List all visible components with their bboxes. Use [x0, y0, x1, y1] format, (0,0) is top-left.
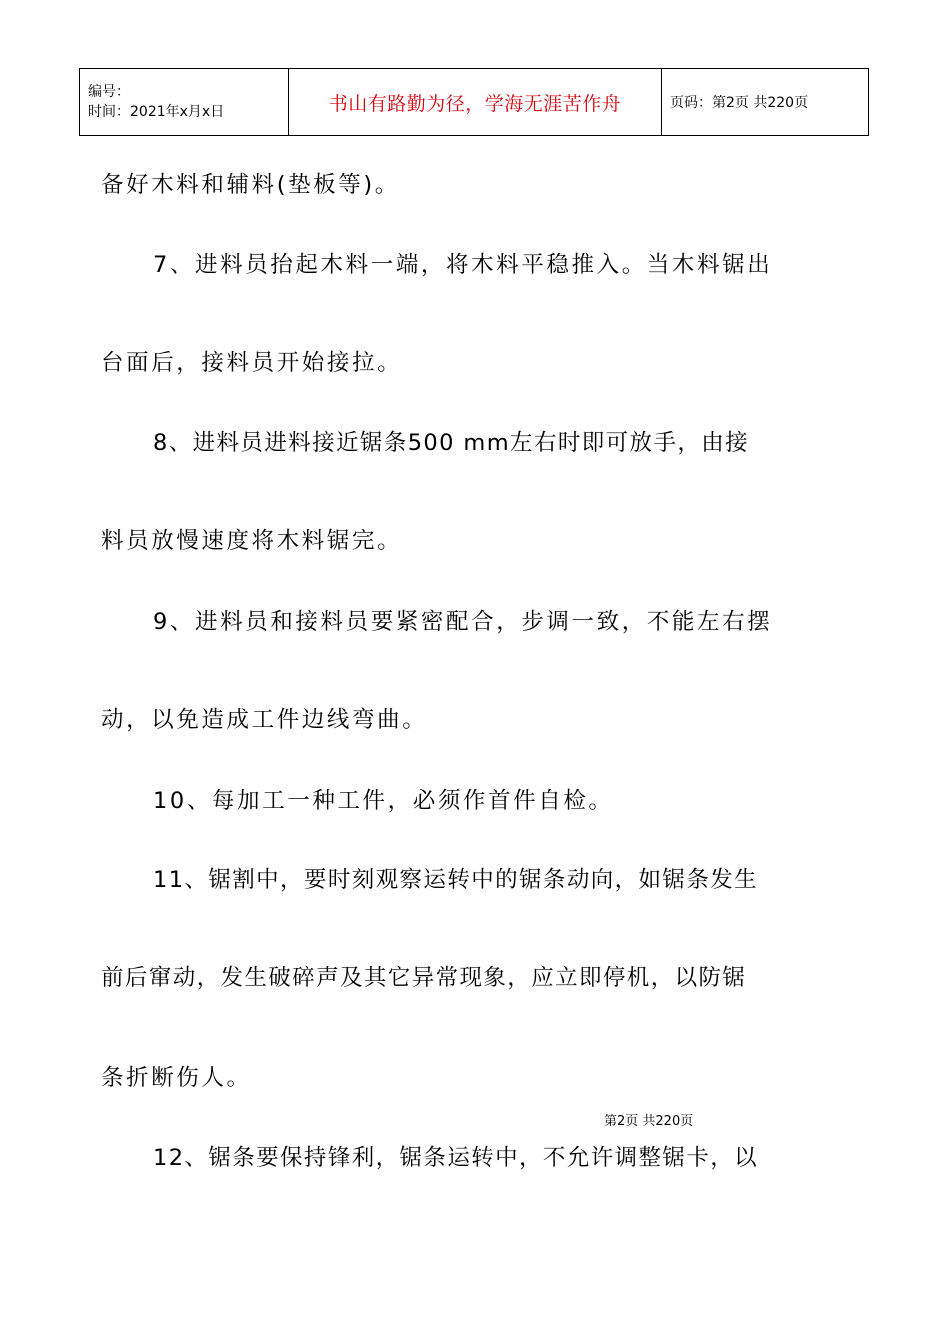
body-line-8: 10、每加工一种工件，必须作首件自检。 [153, 788, 614, 814]
body-line-10: 前后窜动，发生破碎声及其它异常现象，应立即停机，以防锯 [101, 965, 747, 991]
header-motto: 书山有路勤为径，学海无涯苦作舟 [289, 69, 662, 136]
body-line-12: 12、锯条要保持锋利，锯条运转中，不允许调整锯卡，以 [153, 1145, 759, 1171]
body-line-9: 11、锯割中，要时刻观察运转中的锯条动向，如锯条发生 [153, 867, 759, 893]
body-line-7: 动，以免造成工件边线弯曲。 [101, 707, 428, 733]
document-date-label: 时间：2021年x月x日 [88, 104, 225, 120]
body-line-11: 条折断伤人。 [101, 1065, 252, 1091]
body-line-5: 料员放慢速度将木料锯完。 [101, 528, 403, 554]
document-number-label: 编号： [88, 84, 130, 100]
body-line-3: 台面后，接料员开始接拉。 [101, 350, 403, 376]
body-line-2: 7、进料员抬起木料一端，将木料平稳推入。当木料锯出 [153, 252, 773, 278]
body-line-4: 8、进料员进料接近锯条500 mm左右时即可放手，由接 [153, 430, 750, 456]
header-meta-cell [80, 69, 289, 136]
body-line-6: 9、进料员和接料员要紧密配合，步调一致，不能左右摆 [153, 609, 773, 635]
body-line-1: 备好木料和辅料(垫板等)。 [101, 172, 400, 198]
header-page-info: 页码：第2页 共220页 [662, 69, 869, 136]
page-number-footer: 第2页 共220页 [604, 1114, 694, 1129]
document-header [79, 68, 869, 136]
